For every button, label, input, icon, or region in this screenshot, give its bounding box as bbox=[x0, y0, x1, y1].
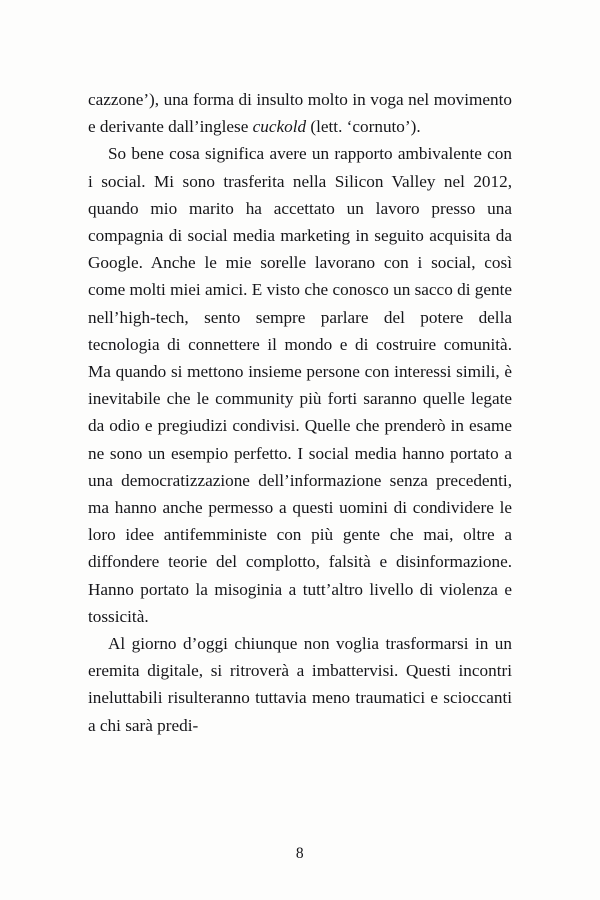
text-run: Al giorno d’oggi chiunque non voglia trasformarsi in un eremita digitale, si ritroverà a imbattervisi. Questi incontri ineluttabili risulteranno tuttavia meno traumatici e scioccanti a chi sarà predi- bbox=[88, 634, 512, 735]
italic-term: cuckold bbox=[252, 117, 307, 137]
text-run: So bene cosa significa avere un rapporto ambivalente con i social. Mi sono trasferita nella Silicon Valley nel 2012, quando mio marito ha accettato un lavoro presso una compagnia di social media marketing in seguito acquisita da Google. Anche le mie sorelle lavorano con i social, così come molti miei amici. E visto che conosco un sacco di gente nell’high-tech, sento sempre parlare del potere della tecnologia di connettere il mondo e di costruire comunità. Ma quando si mettono insieme persone con interessi simili, è inevitabile che le community più forti saranno quelle legate da odio e pregiudizi condivisi. Quelle che prenderò in esame ne sono un esempio perfetto. I social media hanno portato a una democratizzazione dell’informazione senza precedenti, ma hanno anche permesso a questi uomini di condividere le loro idee antifemministe con più gente che mai, oltre a diffondere teorie del complotto, falsità e disinformazione. Hanno portato la misoginia a tutt’altro livello di violenza e tossicità. bbox=[88, 144, 512, 626]
paragraph-3 bbox=[88, 630, 512, 739]
text-run: cazzone’), una forma di insulto molto in voga nel movimento e derivante dall’inglese bbox=[88, 90, 512, 137]
paragraph-2 bbox=[88, 140, 512, 630]
page-number: 8 bbox=[295, 845, 305, 862]
paragraph-1 bbox=[88, 86, 512, 140]
text-run: (lett. ‘cornuto’). bbox=[306, 117, 421, 137]
body-text bbox=[88, 86, 512, 739]
